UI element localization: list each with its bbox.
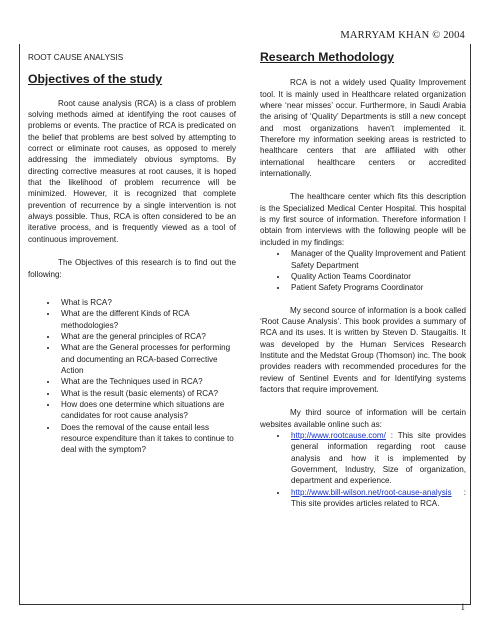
list-item: • Patient Safety Programs Coordinator [288,282,466,293]
list-item [288,430,466,487]
list-item: • What is RCA? [58,297,236,308]
rootcause-link[interactable]: http://www.rootcause.com/ [291,430,386,440]
header-author: MARRYAM KHAN © 2004 [340,30,465,41]
page-border-left [19,44,20,604]
websites-list [260,430,466,509]
document-label: ROOT CAUSE ANALYSIS [28,53,124,62]
list-item: • Quality Action Teams Coordinator [288,271,466,282]
bill-wilson-description: : This site provides articles related to RCA. [291,487,466,509]
bill-wilson-link[interactable]: http://www.bill-wilson.net/root-cause-analysis [291,487,452,497]
list-item: • What are the General processes for performing and documenting an RCA-based Corrective Action [58,342,236,376]
list-item: • Does the removal of the cause entail less resource expenditure than it takes to continue to deal with the symptom? [58,422,236,456]
page-number: 1 [460,602,465,612]
objectives-list [28,297,236,456]
first-source-paragraph: The healthcare center which fits this description is the Specialized Medical Center Hospital. This hospital is my first source of information. Therefore information I obtain from interviews with the following people will be included in my findings: [260,192,466,247]
list-item: • What are the general principles of RCA? [58,331,236,342]
rca-intro-paragraph: Root cause analysis (RCA) is a class of problem solving methods aimed at identifying the root causes of problems or events. The practice of RCA is predicated on the belief that problems are best solved by attempting to correct or eliminate root causes, as opposed to merely addressing the immediately obvious symptoms. By directing corrective measures at root causes, it is hoped that the likelihood of problem recurrence will be minimized. However, it is recognized that complete prevention of recurrence by a single intervention is not always possible. Thus, RCA is often considered to be an iterative process, and is frequently viewed as a tool of continuous improvement. [28,98,236,244]
list-item: • Manager of the Quality Improvement and Patient Safety Department [288,248,466,271]
list-item [288,487,466,510]
right-column [260,52,466,509]
interviewees-list [260,248,466,293]
third-source-paragraph: My third source of information will be certain websites available online such as: [260,408,466,429]
list-item: • What are the different Kinds of RCA methodologies? [58,308,236,331]
rootcause-description: : This site provides general information regarding root cause analysis and how it is implemented by Government, Industry, Size of organization, department and experience. [291,430,466,486]
list-item: • What are the Techniques used in RCA? [58,376,236,387]
list-item: • What is the result (basic elements) of RCA? [58,388,236,399]
research-methodology-heading: Research Methodology [260,50,395,64]
rca-usage-paragraph: RCA is not a widely used Quality Improvement tool. It is mainly used in Healthcare related organization where ‘near misses’ occur. Furthermore, in Saudi Arabia the arising of ‘Quality’ Departments is still a new concept and most organizations haven’t implemented it. Therefore my information seeking areas is restricted to healthcare centers that are affiliated with other international healthcare centers or accredited internationally. [260,78,466,179]
list-item: • How does one determine which situations are candidates for root cause analysis? [58,399,236,422]
page-border-bottom [19,604,471,605]
objectives-intro-paragraph: The Objectives of this research is to find out the following: [28,258,236,279]
objectives-heading: Objectives of the study [28,72,163,87]
second-source-paragraph: My second source of information is a book called ‘Root Cause Analysis’. This book provides a summary of RCA and its uses. It is written by Steven D. Staugaitis. It was developed by the Human Services Research Institute and the Medstat Group (Thomson) inc. The book provides readers with recommended procedures for the review of Sentinel Events and for Identifying systems factors that require improvement. [260,305,466,394]
left-column [28,52,236,456]
page-border-right [470,44,471,604]
